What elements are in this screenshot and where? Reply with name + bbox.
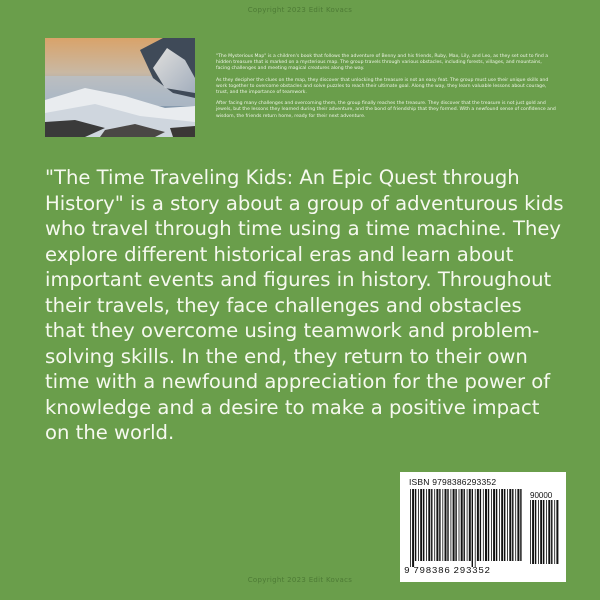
- barcode-bar: [556, 500, 558, 564]
- cover-photo: [45, 38, 195, 137]
- barcode-bar: [499, 489, 500, 561]
- blurb-paragraph-2: As they decipher the clues on the map, they discover that unlocking the treasure is not an easy feat. The group must use their unique skills and work together to overcome obstacles and solve puzzles to reach their ultimate goal. Along the way, they learn valuable lessons about courage, trust, and the importance of teamwork.: [216, 77, 549, 96]
- barcode-bar: [431, 489, 432, 561]
- barcode-bar: [517, 489, 519, 561]
- barcode-bar: [467, 489, 468, 561]
- barcode-bar: [480, 489, 481, 561]
- barcode-bar: [488, 489, 489, 561]
- barcode-digit-group-1: 798386: [413, 565, 451, 576]
- barcode-bar: [472, 489, 473, 567]
- barcode-digits: [404, 565, 491, 576]
- barcode-bar: [442, 489, 443, 561]
- barcode-bar: [459, 489, 460, 561]
- isbn-barcode: [400, 472, 566, 582]
- barcode-bar: [496, 489, 497, 561]
- barcode-bar: [447, 489, 448, 561]
- blurb-paragraph-1: "The Mysterious Map" is a children's book that follows the adventure of Benny and his friends, Ruby, Max, Lily, and Leo, as they set out to find a hidden treasure that is marked on a mysterious map. The group travels through various obstacles, including forests, villages, and mountains, facing challenges and meeting magical creatures along the way.: [216, 54, 549, 72]
- barcode-bar: [436, 489, 438, 561]
- barcode-bar: [509, 489, 511, 561]
- barcode-bar: [428, 489, 430, 561]
- barcode-bar: [548, 500, 550, 564]
- barcode-bar: [507, 489, 508, 561]
- barcode-bar: [469, 489, 471, 561]
- price-code: 90000: [530, 491, 553, 500]
- barcode-bar: [546, 500, 547, 564]
- barcode-bar: [483, 489, 484, 561]
- blurb-text: [216, 54, 556, 125]
- barcode-bar: [451, 489, 452, 561]
- top-copyright: Copyright 2023 Edit Kovacs: [247, 6, 353, 14]
- blurb-paragraph-3: After facing many challenges and overcoming them, the group finally reaches the treasure. They discover that the treasure is not just gold and jewels, but the lessons they learned during their adventure, and the bond of friendship that they formed. With a newfound sense of confidence and wisdom, the friends return home, ready for their next adventure.: [216, 101, 556, 119]
- barcode-bar: [493, 489, 495, 561]
- barcode-bar: [426, 489, 427, 561]
- barcode-bar: [551, 500, 552, 564]
- barcode-bar: [410, 489, 411, 567]
- barcode-bar: [455, 489, 456, 561]
- bottom-copyright: Copyright 2023 Edit Kovacs: [247, 576, 353, 584]
- barcode-bar: [434, 489, 435, 561]
- barcode-bar: [423, 489, 424, 561]
- barcode-bar: [418, 489, 419, 561]
- addon-barcode-bars: [530, 500, 560, 570]
- barcode-bars: [410, 489, 524, 567]
- barcode-bar: [543, 500, 544, 564]
- barcode-bar: [515, 489, 516, 561]
- barcode-bar: [464, 489, 465, 561]
- barcode-bar: [477, 489, 479, 561]
- barcode-bar: [491, 489, 492, 561]
- barcode-bar: [485, 489, 487, 561]
- barcode-digit-lead: 9: [404, 565, 411, 576]
- barcode-bar: [475, 489, 476, 567]
- barcode-bar: [412, 489, 414, 567]
- barcode-bar: [453, 489, 455, 561]
- barcode-bar: [501, 489, 503, 561]
- barcode-bar: [439, 489, 440, 561]
- barcode-digit-group-2: 293352: [453, 565, 491, 576]
- barcode-bar: [461, 489, 463, 561]
- main-description: "The Time Traveling Kids: An Epic Quest through History" is a story about a group of adventurous kids who travel through time using a time machine. They explore different historical eras and learn about important events and figures in history. Throughout their travels, they face challenges and obstacles that they overcome using teamwork and problem-solving skills. In the end, they return to their own time with a newfound appreciation for the power of knowledge and a desire to make a positive impact on the world.: [45, 166, 564, 444]
- barcode-bar: [554, 500, 555, 564]
- barcode-bar: [445, 489, 447, 561]
- barcode-bar: [415, 489, 416, 561]
- isbn-label: ISBN 9798386293352: [409, 477, 497, 487]
- barcode-bar: [512, 489, 513, 561]
- barcode-bar: [504, 489, 505, 561]
- barcode-bar: [538, 500, 539, 564]
- barcode-bar: [535, 500, 536, 564]
- barcode-bar: [530, 500, 531, 564]
- barcode-bar: [420, 489, 422, 561]
- barcode-bar: [532, 500, 534, 564]
- barcode-bar: [540, 500, 542, 564]
- barcode-bar: [520, 489, 521, 561]
